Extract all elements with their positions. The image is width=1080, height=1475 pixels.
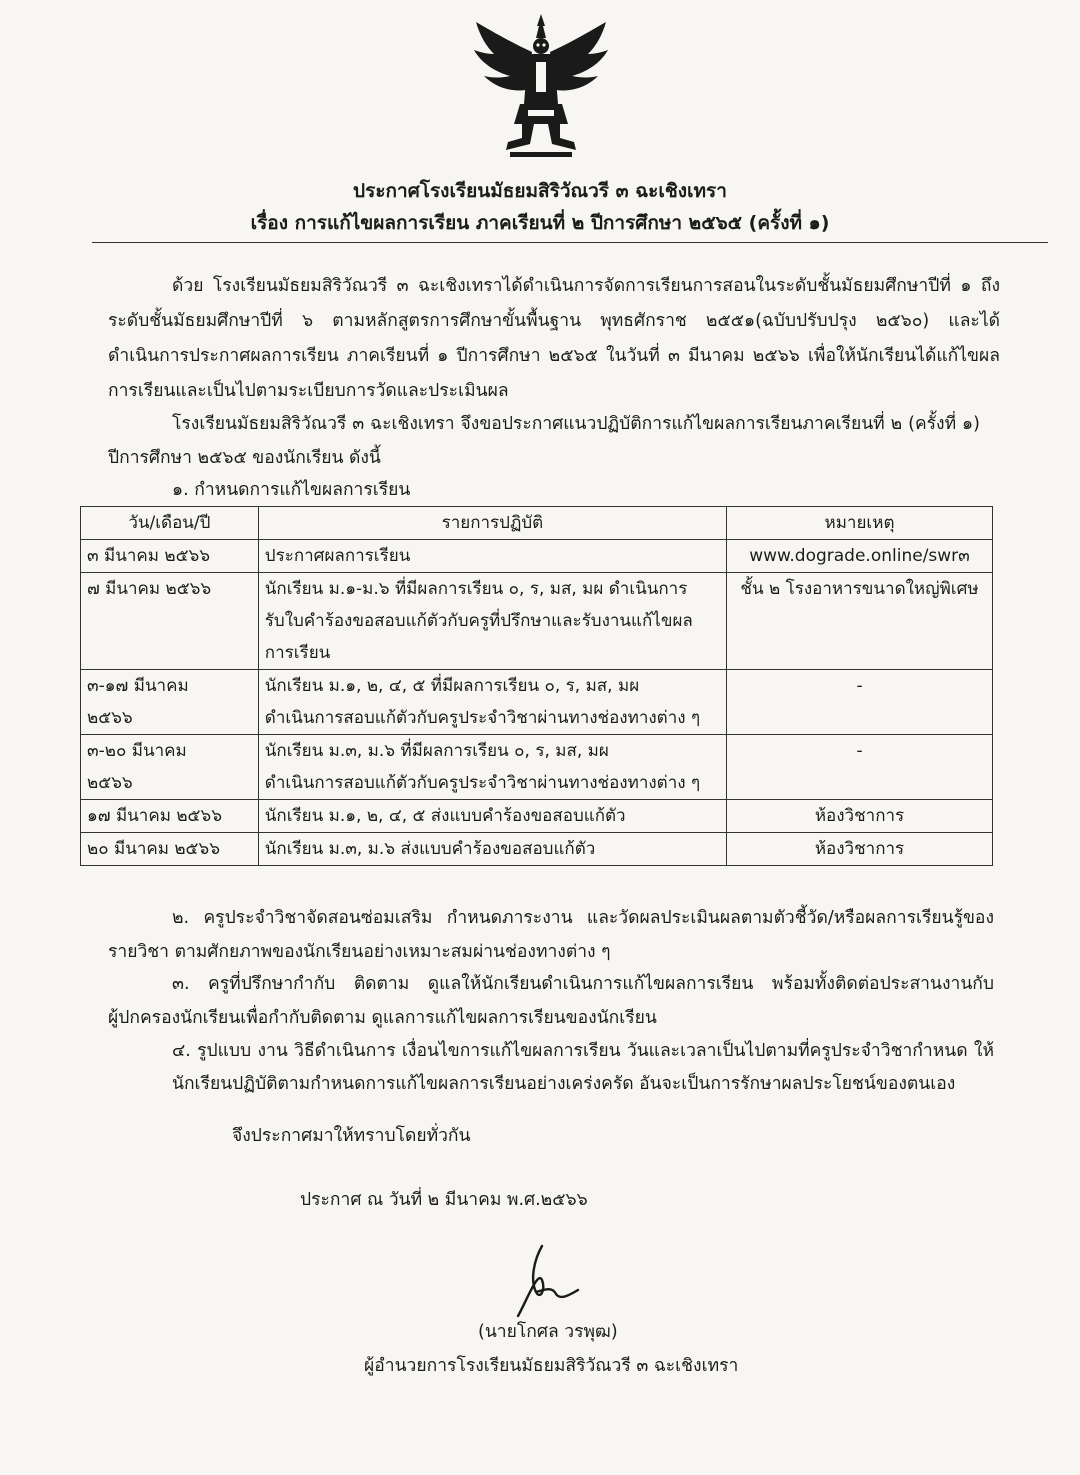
action-cell (258, 540, 726, 573)
date-cell (81, 800, 259, 833)
date-text: ๒๕๖๖ (87, 708, 133, 728)
date-cell (81, 573, 259, 670)
note-cell (727, 833, 993, 866)
action-text: นักเรียน ม.๓, ม.๖ ที่มีผลการเรียน ๐, ร, มส, มผ (264, 741, 609, 761)
column-header-note: หมายเหตุ (727, 507, 993, 540)
item-2-line-2: รายวิชา ตามศักยภาพของนักเรียนอย่างเหมาะสมผ่านช่องทางต่าง ๆ (108, 942, 611, 962)
table-row (81, 833, 993, 866)
action-cell (258, 670, 726, 735)
announce-line-2: ปีการศึกษา ๒๕๖๕ ของนักเรียน ดังนี้ (108, 448, 381, 468)
announcement-subject: เรื่อง การแก้ไขผลการเรียน ภาคเรียนที่ ๒ ปีการศึกษา ๒๕๖๕ (ครั้งที่ ๑) (250, 212, 830, 234)
table-row (81, 540, 993, 573)
announcement-date: ประกาศ ณ วันที่ ๒ มีนาคม พ.ศ.๒๕๖๖ (300, 1190, 588, 1210)
action-text: รับใบคำร้องขอสอบแก้ตัวกับครูที่ปรึกษาและรับงานแก้ไขผล (264, 611, 693, 631)
column-header-action: รายการปฏิบัติ (258, 507, 726, 540)
action-cell (258, 573, 726, 670)
intro-line-1: ด้วย โรงเรียนมัธยมสิริวัณวรี ๓ ฉะเชิงเทราได้ดำเนินการจัดการเรียนการสอนในระดับชั้นมัธยมศึกษาปีที่ ๑ ถึง (172, 276, 1000, 296)
note-text: - (856, 741, 863, 761)
action-cell (258, 735, 726, 800)
date-text: ๑๗ มีนาคม ๒๕๖๖ (87, 806, 222, 826)
date-cell (81, 670, 259, 735)
note-text: ห้องวิชาการ (814, 806, 905, 826)
action-text: ประกาศผลการเรียน (264, 546, 411, 566)
note-cell (727, 800, 993, 833)
signer-title: ผู้อำนวยการโรงเรียนมัธยมสิริวัณวรี ๓ ฉะเชิงเทรา (364, 1356, 739, 1376)
intro-line-2: ระดับชั้นมัธยมศึกษาปีที่ ๖ ตามหลักสูตรการศึกษาขั้นพื้นฐาน พุทธศักราช ๒๕๕๑(ฉบับปรับปรุง ๒๕๖๐) และได้ (108, 311, 1000, 331)
closing-statement: จึงประกาศมาให้ทราบโดยทั่วกัน (232, 1126, 471, 1146)
action-cell (258, 833, 726, 866)
date-text: ๓-๒๐ มีนาคม (87, 741, 187, 761)
item-2-line-1: ๒. ครูประจำวิชาจัดสอนซ่อมเสริม กำหนดภาระงาน และวัดผลประเมินผลตามตัวชี้วัด/หรือผลการเรียนรู้ของ (172, 908, 994, 928)
table-row (81, 670, 993, 735)
handwritten-signature-icon (512, 1240, 582, 1320)
action-text: ดำเนินการสอบแก้ตัวกับครูประจำวิชาผ่านทางช่องทางต่าง ๆ (264, 708, 701, 728)
column-header-date: วัน/เดือน/ปี (81, 507, 259, 540)
garuda-emblem-icon (470, 12, 612, 162)
section-1-heading: ๑. กำหนดการแก้ไขผลการเรียน (172, 480, 411, 500)
date-cell (81, 735, 259, 800)
note-cell (727, 573, 993, 670)
date-cell (81, 540, 259, 573)
table-header-row (81, 507, 993, 540)
note-cell (727, 670, 993, 735)
table-row (81, 800, 993, 833)
table-row (81, 735, 993, 800)
action-cell (258, 800, 726, 833)
date-text: ๓ มีนาคม ๒๕๖๖ (87, 546, 211, 566)
intro-line-4: การเรียนและเป็นไปตามระเบียบการวัดและประเมินผล (108, 381, 509, 401)
note-link[interactable]: www.dograde.online/swr๓ (749, 546, 970, 566)
note-text: ชั้น ๒ โรงอาหารขนาดใหญ่พิเศษ (740, 579, 979, 599)
note-text: - (856, 676, 863, 696)
note-cell (727, 735, 993, 800)
note-cell (727, 540, 993, 573)
action-text: นักเรียน ม.๑, ๒, ๔, ๕ ที่มีผลการเรียน ๐, ร, มส, มผ (264, 676, 640, 696)
date-text: ๗ มีนาคม ๒๕๖๖ (87, 579, 212, 599)
item-3-line-1: ๓. ครูที่ปรึกษากำกับ ติดตาม ดูแลให้นักเรียนดำเนินการแก้ไขผลการเรียน พร้อมทั้งติดต่อประสานงานกับ (172, 974, 994, 994)
note-text: ห้องวิชาการ (814, 839, 905, 859)
date-text: ๒๕๖๖ (87, 773, 133, 793)
date-text: ๒๐ มีนาคม ๒๕๖๖ (87, 839, 220, 859)
item-3-line-2: ผู้ปกครองนักเรียนเพื่อกำกับติดตาม ดูแลการแก้ไขผลการเรียนของนักเรียน (108, 1008, 657, 1028)
item-4-line-1: ๔. รูปแบบ งาน วิธีดำเนินการ เงื่อนไขการแก้ไขผลการเรียน วันและเวลาเป็นไปตามที่ครูประจำวิชากำหนด ให้ (172, 1041, 994, 1061)
action-text: นักเรียน ม.๑, ๒, ๔, ๕ ส่งแบบคำร้องขอสอบแก้ตัว (264, 806, 626, 826)
action-text: นักเรียน ม.๑-ม.๖ ที่มีผลการเรียน ๐, ร, มส, มผ ดำเนินการ (264, 579, 688, 599)
signer-name: (นายโกศล วรพุฒ) (478, 1322, 618, 1342)
announcement-title: ประกาศโรงเรียนมัธยมสิริวัณวรี ๓ ฉะเชิงเทรา (353, 180, 727, 202)
item-4-line-2: นักเรียนปฏิบัติตามกำหนดการแก้ไขผลการเรียนอย่างเคร่งครัด อันจะเป็นการรักษาผลประโยชน์ของตนเอง (172, 1074, 956, 1094)
date-text: ๓-๑๗ มีนาคม (87, 676, 189, 696)
intro-line-3: ดำเนินการประกาศผลการเรียน ภาคเรียนที่ ๑ ปีการศึกษา ๒๕๖๕ ในวันที่ ๓ มีนาคม ๒๕๖๖ เพื่อให้นักเรียนได้แก้ไขผล (108, 346, 1000, 366)
schedule-table (80, 506, 993, 866)
table-row (81, 573, 993, 670)
date-cell (81, 833, 259, 866)
header-divider (92, 242, 1048, 243)
action-text: ดำเนินการสอบแก้ตัวกับครูประจำวิชาผ่านทางช่องทางต่าง ๆ (264, 773, 701, 793)
action-text: นักเรียน ม.๓, ม.๖ ส่งแบบคำร้องขอสอบแก้ตัว (264, 839, 596, 859)
announce-line-1: โรงเรียนมัธยมสิริวัณวรี ๓ ฉะเชิงเทรา จึงขอประกาศแนวปฏิบัติการแก้ไขผลการเรียนภาคเรียนที่ ๒ (ครั้งที่ ๑) (172, 414, 980, 434)
action-text: การเรียน (264, 643, 331, 663)
